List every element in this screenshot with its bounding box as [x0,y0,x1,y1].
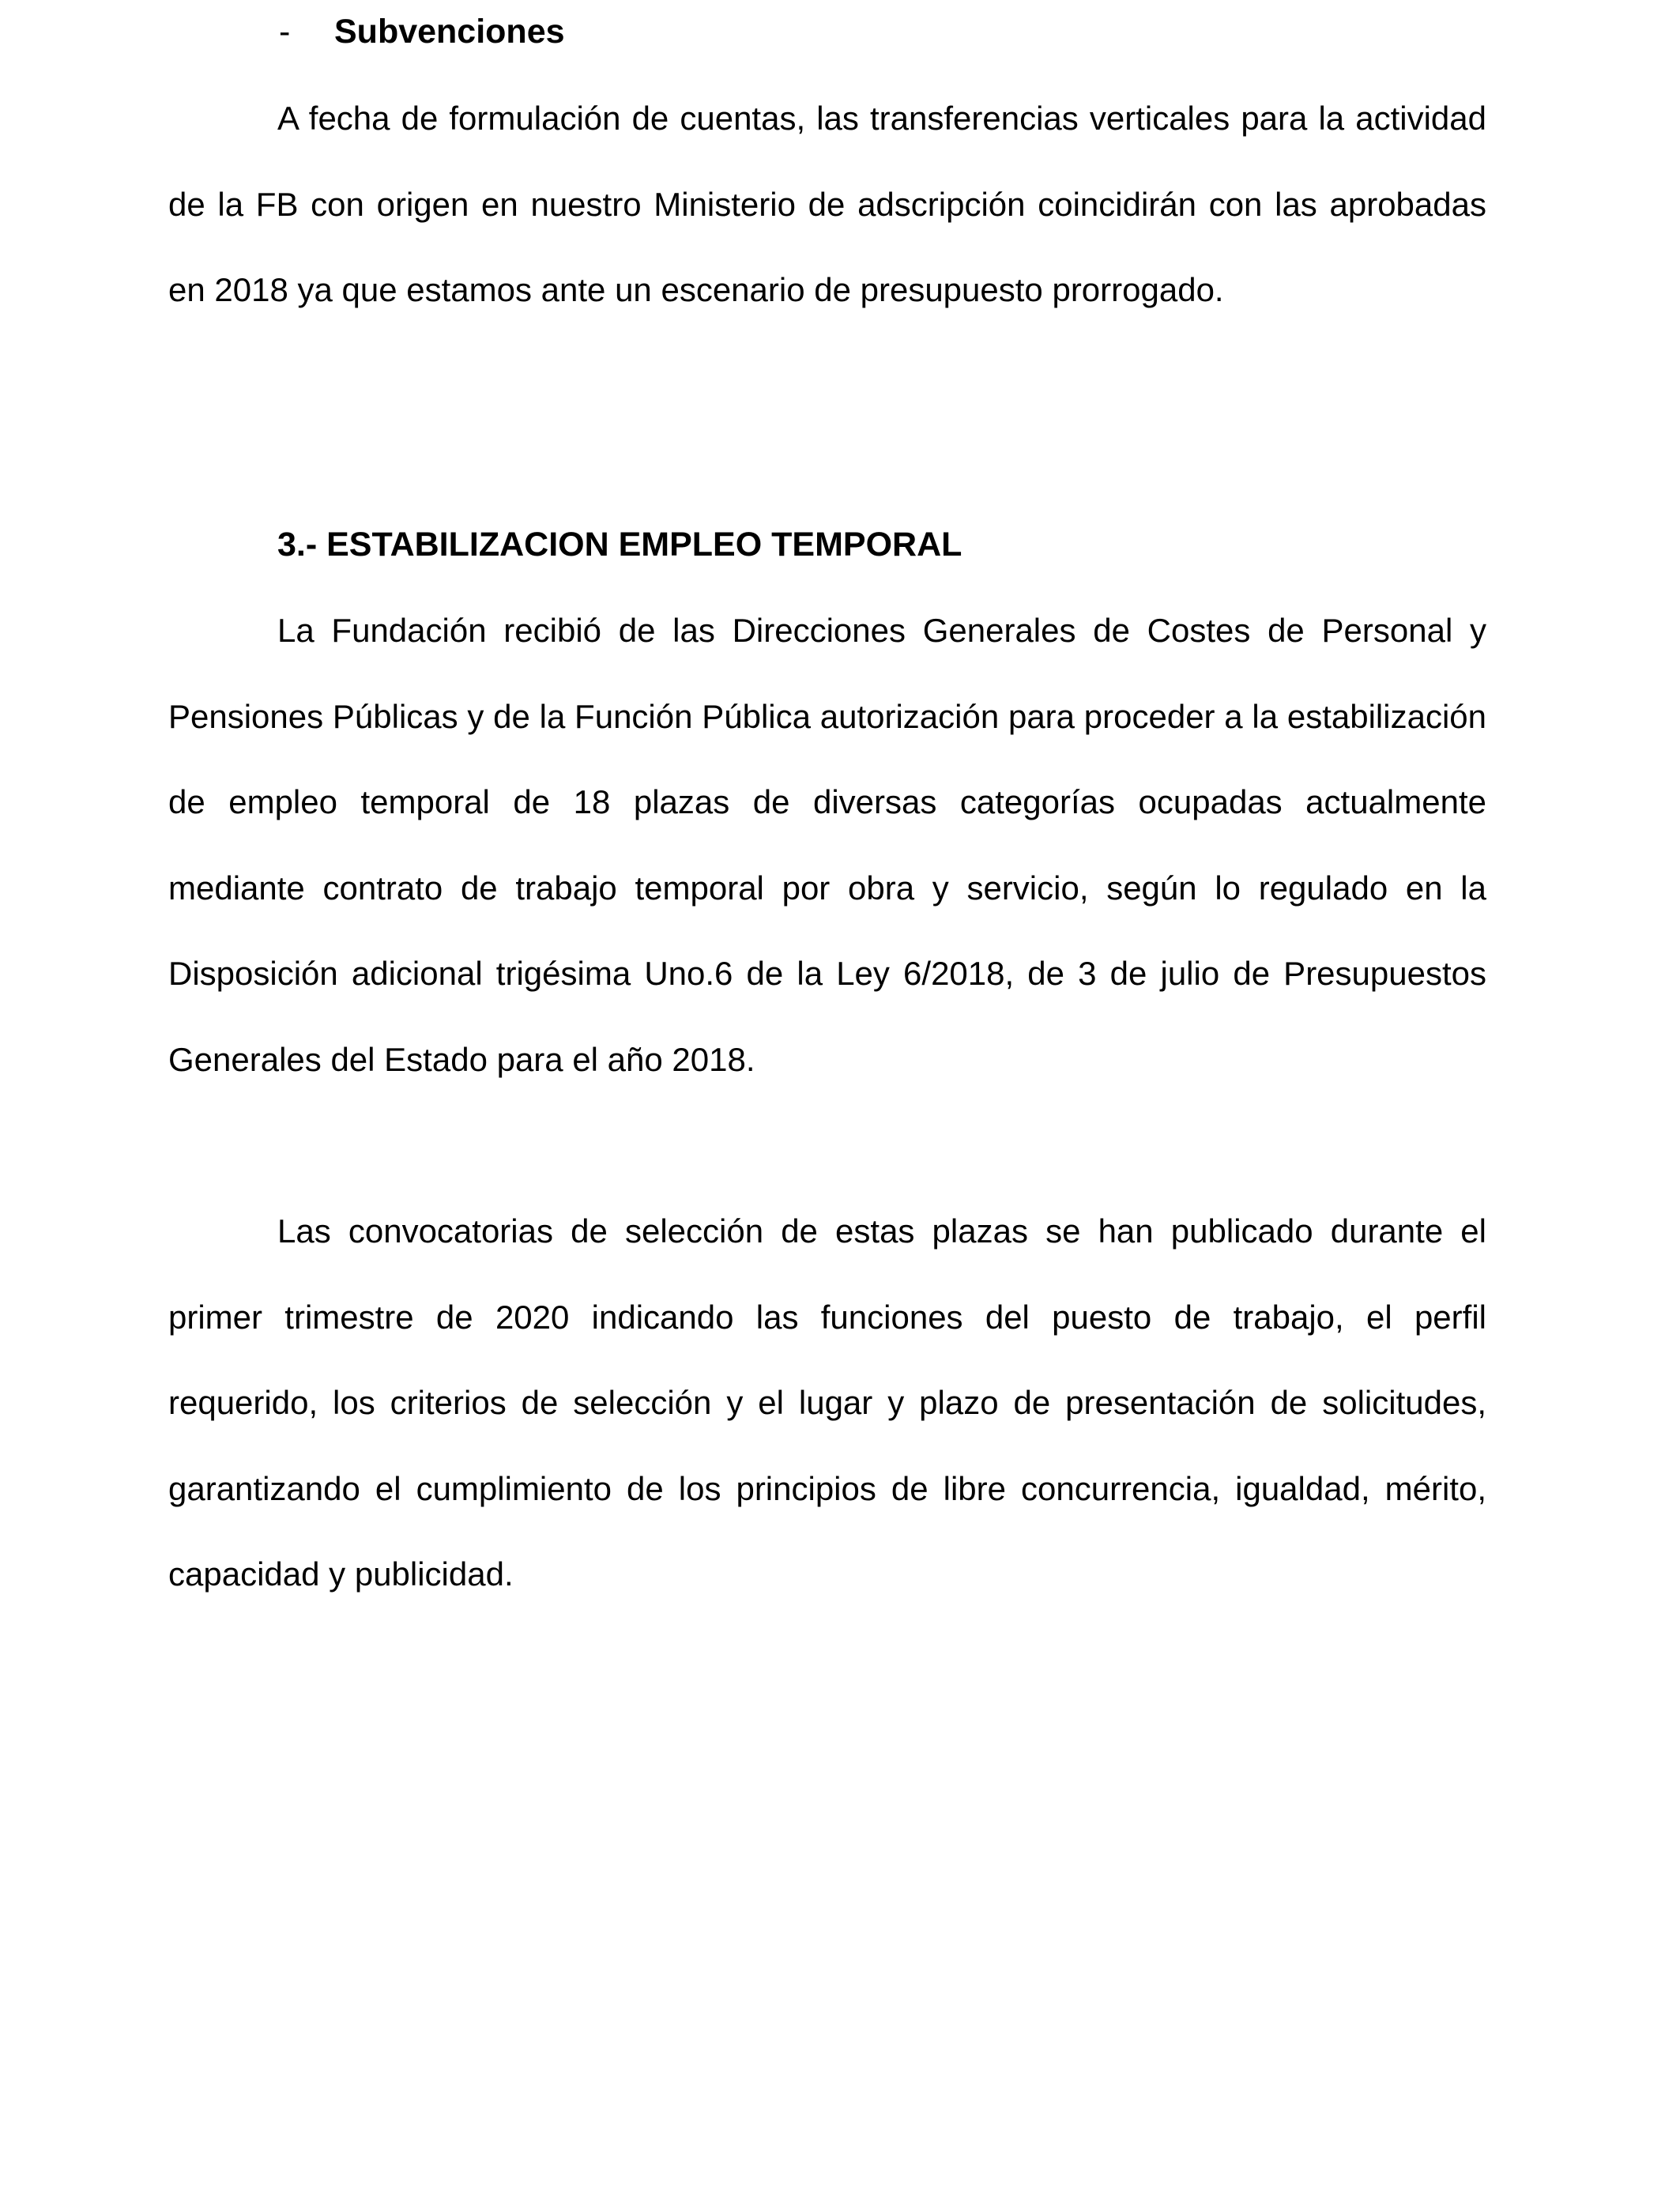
paragraph-subvenciones: A fecha de formulación de cuentas, las transferencias verticales para la actividad de la FB con origen en nuestro Ministerio de adscripción coincidirán con las aprobadas en 2018 ya que estamos ante un escenario de presupuesto prorrogado. [168,100,1486,308]
paragraph-convocatorias: Las convocatorias de selección de estas plazas se han publicado durante el primer trimestre de 2020 indicando las funciones del puesto de trabajo, el perfil requerido, los criterios de selección y el lugar y plazo de presentación de solicitudes, garantizando el cumplimiento de los principios de libre concurrencia, igualdad, mérito, capacidad y publicidad. [168,1212,1486,1593]
bullet-dash: - [279,13,291,51]
paragraph-autorizacion: La Fundación recibió de las Direcciones Generales de Costes de Personal y Pensiones Públicas y de la Función Pública autorización para proceder a la estabilización de empleo temporal de 18 plazas de diversas categorías ocupadas actualmente mediante contrato de trabajo temporal por obra y servicio, según lo regulado en la Disposición adicional trigésima Uno.6 de la Ley 6/2018, de 3 de julio de Presupuestos Generales del Estado para el año 2018. [168,612,1486,1078]
subsection-title: Subvenciones [334,13,565,51]
subsection-heading [168,9,565,54]
section-title: 3.- ESTABILIZACION EMPLEO TEMPORAL [277,526,962,564]
